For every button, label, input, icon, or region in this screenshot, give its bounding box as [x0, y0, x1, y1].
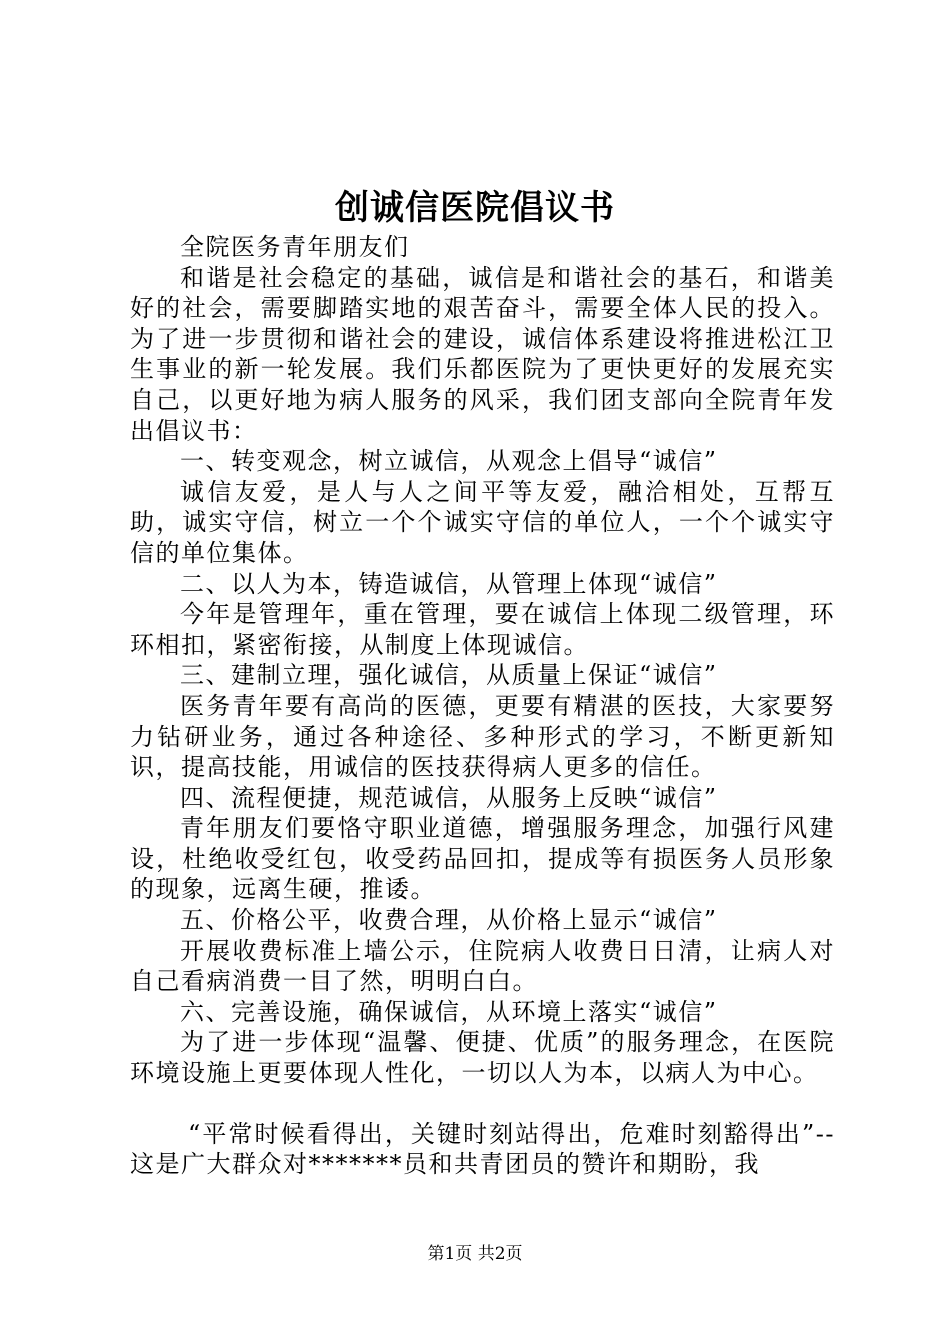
- paragraph-4: 青年朋友们要恪守职业道德，增强服务理念，加强行风建设，杜绝收受红包，收受药品回扣，提成等有损医务人员形象的现象，远离生硬，推诿。: [130, 814, 835, 904]
- paragraph-intro: 和谐是社会稳定的基础，诚信是和谐社会的基石，和谐美好的社会，需要脚踏实地的艰苦奋斗，需要全体人民的投入。为了进一步贯彻和谐社会的建设，诚信体系建设将推进松江卫生事业的新一轮发展。我们乐都医院为了更快更好的发展充实自己，以更好地为病人服务的风采，我们团支部向全院青年发出倡议书：: [130, 263, 835, 445]
- salutation: 全院医务青年朋友们: [180, 233, 410, 261]
- paragraph-6: 为了进一步体现“温馨、便捷、优质”的服务理念，在医院环境设施上更要体现人性化，一切以人为本，以病人为中心。: [130, 1028, 835, 1088]
- paragraph-2: 今年是管理年，重在管理，要在诚信上体现二级管理，环环相扣，紧密衔接，从制度上体现诚信。: [130, 600, 835, 659]
- heading-3: 三、建制立理，强化诚信，从质量上保证“诚信”: [180, 661, 718, 690]
- heading-4: 四、流程便捷，规范诚信，从服务上反映“诚信”: [180, 783, 718, 812]
- heading-5: 五、价格公平，收费合理，从价格上显示“诚信”: [180, 906, 718, 935]
- paragraph-closing: “平常时候看得出，关键时刻站得出，危难时刻豁得出”--这是广大群众对*******员和共青团员的赞许和期盼，我: [130, 1119, 835, 1179]
- paragraph-1: 诚信友爱，是人与人之间平等友爱，融洽相处，互帮互助，诚实守信，树立一个个诚实守信的单位人，一个个诚实守信的单位集体。: [130, 477, 835, 567]
- page-number: 第1页 共2页: [427, 1244, 523, 1264]
- heading-6: 六、完善设施，确保诚信，从环境上落实“诚信”: [180, 997, 718, 1026]
- paragraph-5: 开展收费标准上墙公示，住院病人收费日日清，让病人对自己看病消费一目了然，明明白白。: [130, 936, 835, 996]
- document-title: 创诚信医院倡议书: [335, 188, 615, 228]
- document-body: [130, 232, 835, 1180]
- paragraph-3: 医务青年要有高尚的医德，更要有精湛的医技，大家要努力钻研业务，通过各种途径、多种形式的学习，不断更新知识，提高技能，用诚信的医技获得病人更多的信任。: [130, 691, 835, 782]
- heading-1: 一、转变观念，树立诚信，从观念上倡导“诚信”: [180, 447, 718, 476]
- heading-2: 二、以人为本，铸造诚信，从管理上体现“诚信”: [180, 569, 718, 598]
